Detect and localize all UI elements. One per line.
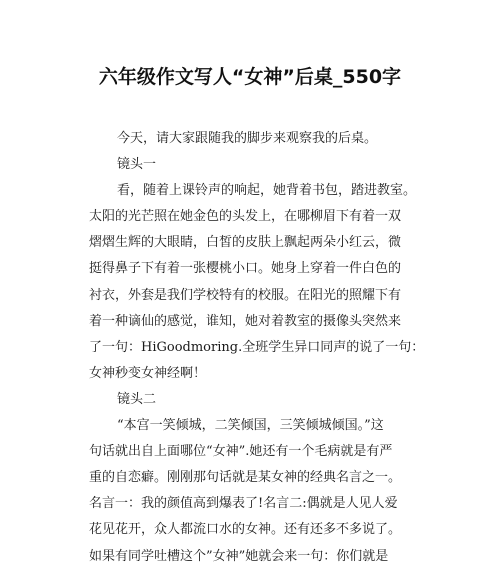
paragraph-line: 太阳的光芒照在她金色的头发上，在哪柳眉下有着一双 <box>89 209 402 225</box>
document-body <box>89 126 429 566</box>
paragraph-line: 句话就出自上面哪位“女神”.她还有一个毛病就是有严 <box>89 444 393 460</box>
paragraph-line: 重的自恋癖。刚刚那句话就是某女神的经典名言之一。 <box>89 470 402 486</box>
paragraph-line: 今天，请大家跟随我的脚步来观察我的后桌。 <box>117 131 378 146</box>
paragraph-line: 衬衣，外套是我们学校特有的校服。在阳光的照耀下有 <box>89 287 402 303</box>
paragraph-line: 着一种谪仙的感觉，谁知，她对着教室的摄像头突然来 <box>89 313 402 329</box>
paragraph-line: 熠熠生辉的大眼睛，白皙的皮肤上飘起两朵小红云，微 <box>89 235 402 251</box>
document-title: 六年级作文写人“女神”后桌_550字 <box>98 66 402 88</box>
paragraph-line: 挺得鼻子下有着一张樱桃小口。她身上穿着一件白色的 <box>89 261 402 277</box>
paragraph-line: 花见花开，众人都流口水的女神。还有还多不多说了。 <box>89 522 402 538</box>
paragraph-line: 名言一：我的颜值高到爆表了!名言二:偶就是人见人爱 <box>89 496 398 512</box>
paragraph-line: 了一句：HiGoodmoring.全班学生异口同声的说了一句： <box>89 339 425 355</box>
paragraph-line: 女神秒变女神经啊！ <box>89 365 207 381</box>
paragraph-line: 镜头一 <box>117 157 157 173</box>
paragraph-line: 如果有同学吐槽这个”女神”她就会来一句：你们就是 <box>89 548 389 564</box>
paragraph-line: “本宫一笑倾城，二笑倾国，三笑倾城倾国。”这 <box>117 418 384 434</box>
paragraph-line: 看，随着上课铃声的响起，她背着书包，踏进教室。 <box>117 183 417 199</box>
paragraph-line: 镜头二 <box>117 391 157 407</box>
